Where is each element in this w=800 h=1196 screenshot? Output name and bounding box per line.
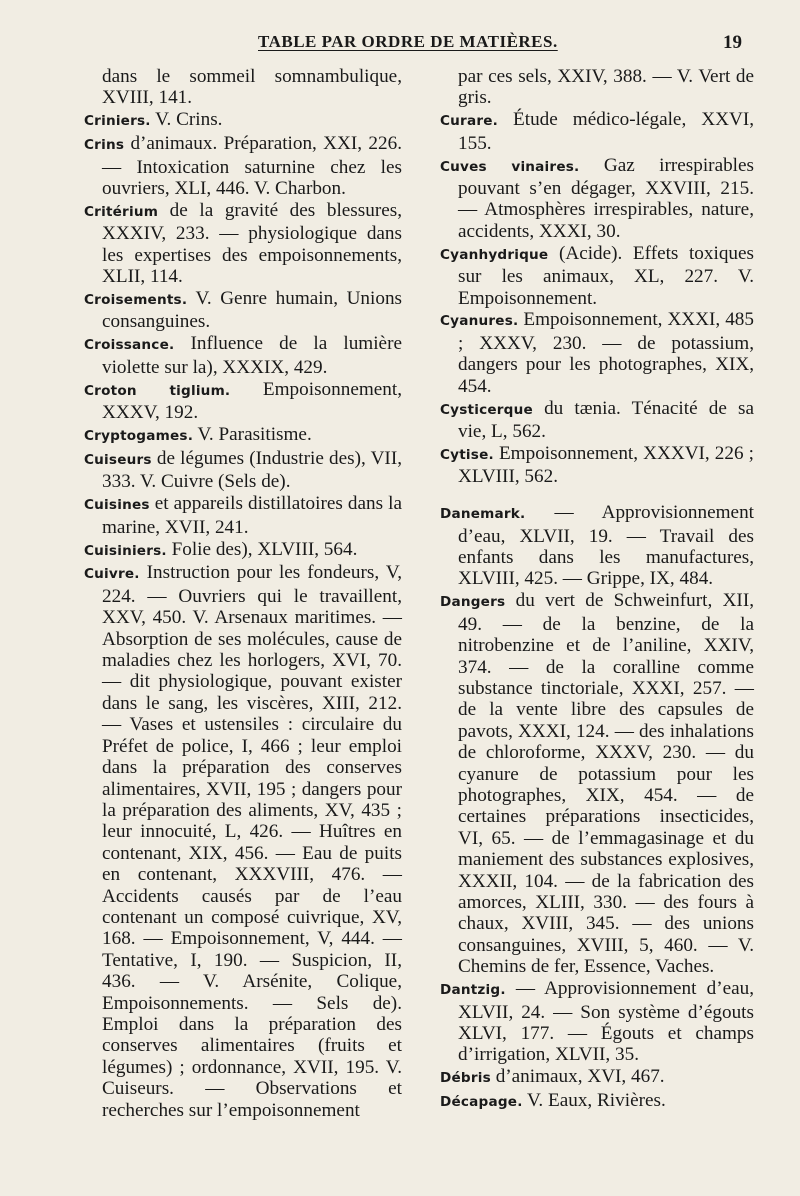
entry-text: Folie des), XLVIII, 564. [171, 538, 358, 560]
index-entry [440, 66, 754, 109]
entry-headword: Cytise. [440, 446, 494, 463]
entry-headword: Dantzig. [440, 982, 506, 999]
index-entry [84, 200, 402, 288]
entry-text: par ces sels, XXIV, 388. — V. Vert de gris. [458, 66, 754, 109]
entry-headword: Débris [440, 1070, 491, 1087]
entry-text: — Approvisionnement d’eau, XLVII, 24. — Son système d’égouts XLVI, 177. — Égouts et champs d’irrigation, XLVII, 35. [458, 978, 755, 1066]
entry-text: et appareils distillatoires dans la marine, XVII, 241. [102, 493, 403, 538]
index-entry [440, 978, 754, 1066]
index-entry [84, 379, 402, 424]
index-entry [440, 1090, 754, 1113]
index-entry [84, 333, 402, 378]
entry-headword: Cyanures. [440, 313, 519, 330]
index-entry [84, 288, 402, 333]
right-column [440, 66, 754, 1114]
index-entry [84, 539, 402, 562]
entry-headword: Cryptogames. [84, 428, 194, 444]
entry-headword: Cuiseurs [84, 451, 152, 468]
entry-headword: Dangers [440, 594, 506, 611]
page-number: 19 [723, 32, 742, 53]
entry-text: d’animaux. Préparation, XXI, 226. — Intoxication saturnine chez les ouvriers, XLI, 446. V. Charbon. [102, 133, 402, 200]
index-entry [84, 493, 402, 538]
index-entry [84, 424, 402, 447]
entry-text: V. Parasitisme. [197, 424, 312, 445]
entry-headword: Cysticerque [440, 401, 533, 418]
index-entry [440, 309, 754, 397]
index-entry [84, 133, 402, 199]
entry-text: de légumes (Industrie des), VII, 333. V. Cuivre (Sels de). [102, 447, 403, 493]
entry-headword: Criniers. [84, 113, 151, 130]
index-entry [440, 109, 754, 154]
entry-headword: Cuisiniers. [84, 542, 167, 559]
entry-text: Étude médico-légale, XXVI, 155. [458, 109, 754, 154]
entry-text: de la gravité des blessures, XXXIV, 233. — physiologique dans les expertises des empoisonnements, XLII, 114. [102, 199, 402, 288]
index-entry [84, 448, 402, 493]
entry-text: d’animaux, XVI, 467. [495, 1066, 665, 1088]
index-entry [440, 398, 754, 443]
index-entry [440, 590, 754, 977]
entry-text: du vert de Schweinfurt, XII, 49. — de la benzine, de la nitrobenzine et de l’aniline, XXIV, 374. — de la coralline comme substance tinctoriale, XXXI, 257. — de la vente libre des capsules de pavots, XXXI, 124. — des inhalations de chloroforme, XXXV, 230. — du cyanure de potassium pour les photographes, XIX, 454. — de certaines préparations insecticides, VI, 65. — de l’emmagasinage et du maniement des substances explosives, XXXII, 104. — de la fabrication des amorces, XLIII, 330. — des fours à chaux, XVIII, 345. — des unions consanguines, XVIII, 5, 460. — V. Chemins de fer, Essence, Vaches. [458, 590, 755, 978]
entry-text: Gaz irrespirables pouvant s’en dégager, XXVIII, 215. — Atmosphères irrespirables, nature, accidents, XXXI, 30. [458, 154, 754, 242]
left-column [84, 66, 402, 1122]
letter-section-gap [440, 488, 754, 502]
entry-headword: Cuisines [84, 497, 150, 514]
running-title: TABLE PAR ORDRE DE MATIÈRES. [258, 32, 558, 51]
index-entry [440, 155, 754, 243]
entry-headword: Crins [84, 137, 125, 154]
entry-text: Empoisonnement, XXXV, 192. [102, 378, 402, 424]
entry-headword: Croissance. [84, 337, 175, 354]
index-entry [440, 243, 754, 309]
entry-headword: Croisements. [84, 292, 188, 309]
entry-headword: Décapage. [440, 1094, 523, 1111]
index-entry [84, 66, 402, 109]
entry-headword: Croton tiglium. [84, 382, 231, 399]
page-header [0, 32, 800, 60]
entry-text: — Approvisionnement d’eau, XLVII, 19. — Travail des enfants dans les manufactures, XLVIII, 425. — Grippe, IX, 484. [458, 502, 755, 590]
entry-text: (Acide). Effets toxiques sur les animaux, XL, 227. V. Empoisonnement. [458, 242, 754, 309]
entry-headword: Curare. [440, 113, 499, 130]
entry-headword: Cyanhydrique [440, 246, 549, 263]
entry-headword: Danemark. [440, 506, 526, 523]
entry-text: dans le sommeil somnambulique, XVIII, 141. [102, 66, 402, 109]
entry-text: Influence de la lumière violette sur la), XXXIX, 429. [102, 333, 402, 378]
entry-text: Instruction pour les fondeurs, V, 224. — Ouvriers qui le travaillent, XXV, 450. V. Arsenaux maritimes. — Absorption de ses molécules, cause de maladies chez les horlogers, XVI, 70. — dit physiologique, pouvant exister dans le sang, les viscères, XIII, 212. — Vases et ustensiles : circulaire du Préfet de police, I, 466 ; leur emploi dans la préparation des conserves alimentaires, XVII, 195 ; dangers pour la préparation des aliments, XV, 435 ; leur innocuité, L, 426. — Huîtres en contenant, XIX, 456. — Eau de puits en contenant, XXXVIII, 476. — Accidents causés par de l’eau contenant un composé cuivrique, XV, 168. — Empoisonnement, V, 444. — Tentative, I, 190. — Suspicion, II, 436. — V. Arsénite, Colique, Empoisonnements. — Sels de). Emploi dans la préparation des conserves alimentaires (fruits et légumes) ; ordonnance, XVII, 195. V. Cuiseurs. — Observations et recherches sur l’empoisonnement [102, 562, 403, 1121]
entry-text: V. Eaux, Rivières. [527, 1090, 666, 1112]
entry-headword: Critérium [84, 203, 159, 220]
entry-text: du tænia. Ténacité de sa vie, L, 562. [458, 397, 755, 442]
index-entry [440, 443, 754, 488]
entry-text: Empoisonnement, XXXI, 485 ; XXXV, 230. — de potassium, dangers pour les photographes, XIX, 454. [458, 309, 754, 397]
entry-text: Empoisonnement, XXXVI, 226 ; XLVIII, 562. [458, 442, 754, 488]
index-entry [440, 502, 754, 590]
entry-text: V. Crins. [155, 109, 223, 131]
entry-text: V. Genre humain, Unions consanguines. [102, 288, 403, 333]
entry-headword: Cuivre. [84, 566, 140, 583]
index-entry [84, 562, 402, 1121]
index-entry [84, 109, 402, 132]
entry-headword: Cuves vinaires. [440, 158, 580, 175]
index-entry [440, 1066, 754, 1089]
